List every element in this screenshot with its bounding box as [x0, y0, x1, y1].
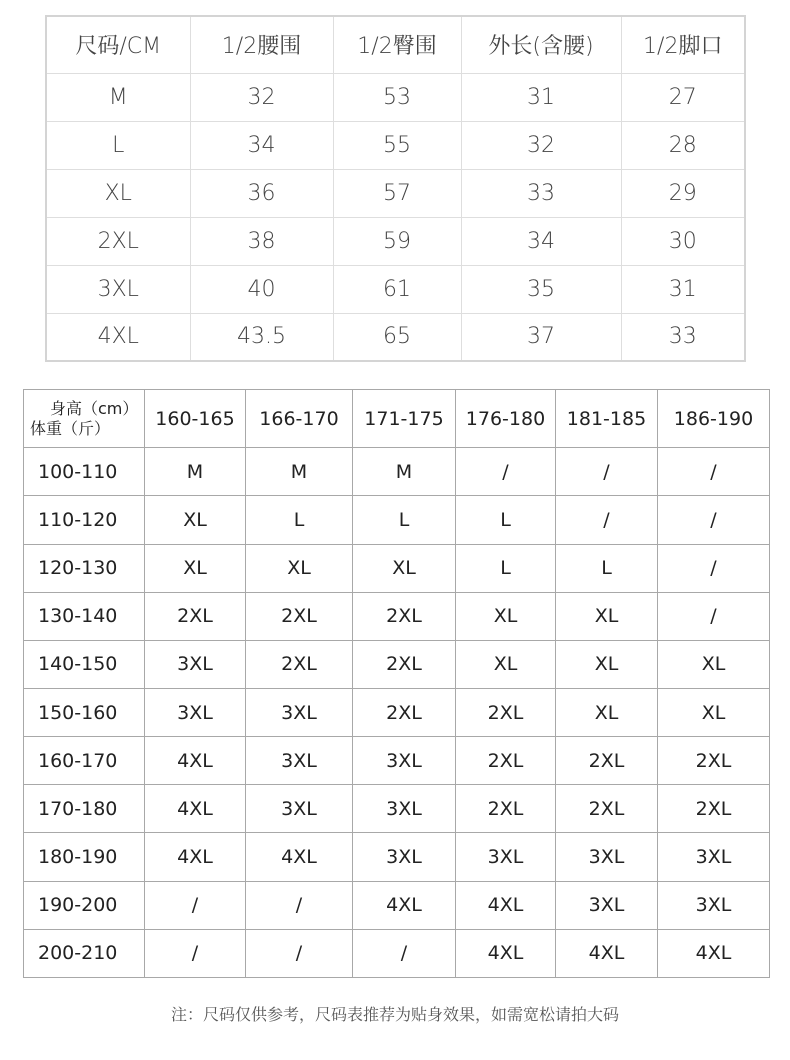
- table-row: [46, 265, 745, 313]
- size-label-cell: 3XL: [46, 265, 190, 313]
- recommended-size-cell: 4XL: [145, 785, 246, 833]
- recommended-size-cell: M: [353, 448, 456, 496]
- weight-range-cell: 140-150: [24, 640, 145, 688]
- table-row: [24, 881, 770, 929]
- recommended-size-cell: 3XL: [246, 688, 353, 736]
- measurement-cell: 28: [621, 121, 745, 169]
- measurement-cell: 33: [461, 169, 621, 217]
- measurement-cell: 31: [461, 73, 621, 121]
- weight-range-cell: 170-180: [24, 785, 145, 833]
- size-label-cell: L: [46, 121, 190, 169]
- measurement-cell: 53: [333, 73, 461, 121]
- table-row: [46, 73, 745, 121]
- column-header: 1/2脚口: [621, 16, 745, 73]
- measurement-cell: 43.5: [190, 313, 333, 361]
- table-row: [24, 737, 770, 785]
- recommended-size-cell: L: [246, 496, 353, 544]
- recommended-size-cell: 2XL: [556, 737, 658, 785]
- recommended-size-cell: 3XL: [353, 833, 456, 881]
- size-recommendation-table: [23, 389, 770, 978]
- measurement-cell: 35: [461, 265, 621, 313]
- table-row: [46, 313, 745, 361]
- recommended-size-cell: /: [658, 592, 770, 640]
- recommended-size-cell: 3XL: [246, 737, 353, 785]
- weight-range-cell: 110-120: [24, 496, 145, 544]
- table-row: [24, 640, 770, 688]
- recommended-size-cell: 3XL: [556, 833, 658, 881]
- table-row: [46, 217, 745, 265]
- recommended-size-cell: 3XL: [456, 833, 556, 881]
- recommended-size-cell: 3XL: [658, 833, 770, 881]
- size-measurement-table: [45, 15, 746, 362]
- recommended-size-cell: /: [456, 448, 556, 496]
- recommended-size-cell: 2XL: [353, 688, 456, 736]
- table-row: [24, 592, 770, 640]
- recommended-size-cell: XL: [456, 640, 556, 688]
- measurement-cell: 27: [621, 73, 745, 121]
- weight-range-cell: 100-110: [24, 448, 145, 496]
- recommended-size-cell: 4XL: [456, 881, 556, 929]
- recommended-size-cell: /: [145, 881, 246, 929]
- height-range-header: 186-190: [658, 390, 770, 448]
- column-header: 1/2腰围: [190, 16, 333, 73]
- recommended-size-cell: 2XL: [246, 592, 353, 640]
- table-row: [24, 496, 770, 544]
- column-header: 1/2臀围: [333, 16, 461, 73]
- table-row: [24, 785, 770, 833]
- weight-range-cell: 150-160: [24, 688, 145, 736]
- height-range-header: 171-175: [353, 390, 456, 448]
- recommended-size-cell: L: [556, 544, 658, 592]
- size-label-cell: 4XL: [46, 313, 190, 361]
- recommended-size-cell: 2XL: [456, 688, 556, 736]
- recommended-size-cell: 4XL: [658, 929, 770, 977]
- recommended-size-cell: 4XL: [145, 833, 246, 881]
- recommended-size-cell: 2XL: [456, 785, 556, 833]
- recommended-size-cell: L: [456, 544, 556, 592]
- measurement-cell: 65: [333, 313, 461, 361]
- weight-range-cell: 200-210: [24, 929, 145, 977]
- table-row: [24, 688, 770, 736]
- measurement-cell: 34: [461, 217, 621, 265]
- measurement-cell: 36: [190, 169, 333, 217]
- measurement-cell: 57: [333, 169, 461, 217]
- recommended-size-cell: /: [658, 544, 770, 592]
- recommended-size-cell: 4XL: [246, 833, 353, 881]
- recommended-size-cell: /: [246, 881, 353, 929]
- table-row: [24, 833, 770, 881]
- recommended-size-cell: L: [353, 496, 456, 544]
- recommendation-header-row: [24, 390, 770, 448]
- measurement-cell: 37: [461, 313, 621, 361]
- recommended-size-cell: 2XL: [353, 592, 456, 640]
- size-label-cell: 2XL: [46, 217, 190, 265]
- height-range-header: 160-165: [145, 390, 246, 448]
- measurement-cell: 30: [621, 217, 745, 265]
- recommended-size-cell: 4XL: [556, 929, 658, 977]
- recommended-size-cell: XL: [556, 592, 658, 640]
- table-row: [46, 169, 745, 217]
- recommended-size-cell: 2XL: [658, 737, 770, 785]
- recommended-size-cell: M: [246, 448, 353, 496]
- recommendation-rows: [24, 390, 770, 978]
- recommended-size-cell: /: [353, 929, 456, 977]
- recommended-size-cell: 3XL: [353, 737, 456, 785]
- column-header: 外长(含腰): [461, 16, 621, 73]
- recommended-size-cell: 3XL: [145, 688, 246, 736]
- recommended-size-cell: 3XL: [556, 881, 658, 929]
- recommended-size-cell: XL: [145, 544, 246, 592]
- measurement-cell: 34: [190, 121, 333, 169]
- measurement-cell: 55: [333, 121, 461, 169]
- measurement-cell: 40: [190, 265, 333, 313]
- measurement-cell: 29: [621, 169, 745, 217]
- height-range-header: 166-170: [246, 390, 353, 448]
- recommended-size-cell: 4XL: [353, 881, 456, 929]
- recommended-size-cell: M: [145, 448, 246, 496]
- recommended-size-cell: 2XL: [456, 737, 556, 785]
- recommended-size-cell: /: [246, 929, 353, 977]
- recommended-size-cell: /: [658, 496, 770, 544]
- recommended-size-cell: /: [658, 448, 770, 496]
- table-row: [24, 544, 770, 592]
- height-range-header: 181-185: [556, 390, 658, 448]
- recommended-size-cell: XL: [145, 496, 246, 544]
- measurement-cell: 61: [333, 265, 461, 313]
- weight-range-cell: 160-170: [24, 737, 145, 785]
- measurement-cell: 59: [333, 217, 461, 265]
- recommended-size-cell: 2XL: [246, 640, 353, 688]
- weight-range-cell: 130-140: [24, 592, 145, 640]
- size-note: 注：尺码仅供参考，尺码表推荐为贴身效果，如需宽松请拍大码: [170, 1005, 619, 1024]
- measurement-rows: [46, 16, 745, 361]
- size-label-cell: XL: [46, 169, 190, 217]
- recommended-size-cell: 3XL: [246, 785, 353, 833]
- recommended-size-cell: /: [556, 496, 658, 544]
- recommended-size-cell: L: [456, 496, 556, 544]
- table-row: [46, 121, 745, 169]
- recommended-size-cell: 3XL: [353, 785, 456, 833]
- weight-range-cell: 180-190: [24, 833, 145, 881]
- recommended-size-cell: 4XL: [145, 737, 246, 785]
- measurement-cell: 32: [190, 73, 333, 121]
- recommended-size-cell: XL: [556, 688, 658, 736]
- size-label-cell: M: [46, 73, 190, 121]
- height-axis-label: 身高（cm）: [50, 398, 139, 418]
- recommended-size-cell: 3XL: [658, 881, 770, 929]
- recommended-size-cell: /: [145, 929, 246, 977]
- table-row: [24, 448, 770, 496]
- measurement-cell: 38: [190, 217, 333, 265]
- recommended-size-cell: XL: [556, 640, 658, 688]
- recommended-size-cell: XL: [246, 544, 353, 592]
- measurement-header-row: [46, 16, 745, 73]
- measurement-cell: 33: [621, 313, 745, 361]
- weight-axis-label: 体重（斤）: [30, 418, 111, 438]
- recommended-size-cell: 2XL: [353, 640, 456, 688]
- recommended-size-cell: 2XL: [145, 592, 246, 640]
- measurement-cell: 31: [621, 265, 745, 313]
- recommended-size-cell: XL: [658, 688, 770, 736]
- recommended-size-cell: XL: [353, 544, 456, 592]
- column-header: 尺码/CM: [46, 16, 190, 73]
- recommended-size-cell: XL: [658, 640, 770, 688]
- recommended-size-cell: /: [556, 448, 658, 496]
- recommended-size-cell: 4XL: [456, 929, 556, 977]
- recommended-size-cell: XL: [456, 592, 556, 640]
- recommended-size-cell: 2XL: [556, 785, 658, 833]
- measurement-cell: 32: [461, 121, 621, 169]
- recommended-size-cell: 2XL: [658, 785, 770, 833]
- weight-range-cell: 190-200: [24, 881, 145, 929]
- corner-header-cell: [24, 390, 145, 448]
- weight-range-cell: 120-130: [24, 544, 145, 592]
- recommended-size-cell: 3XL: [145, 640, 246, 688]
- height-range-header: 176-180: [456, 390, 556, 448]
- table-row: [24, 929, 770, 977]
